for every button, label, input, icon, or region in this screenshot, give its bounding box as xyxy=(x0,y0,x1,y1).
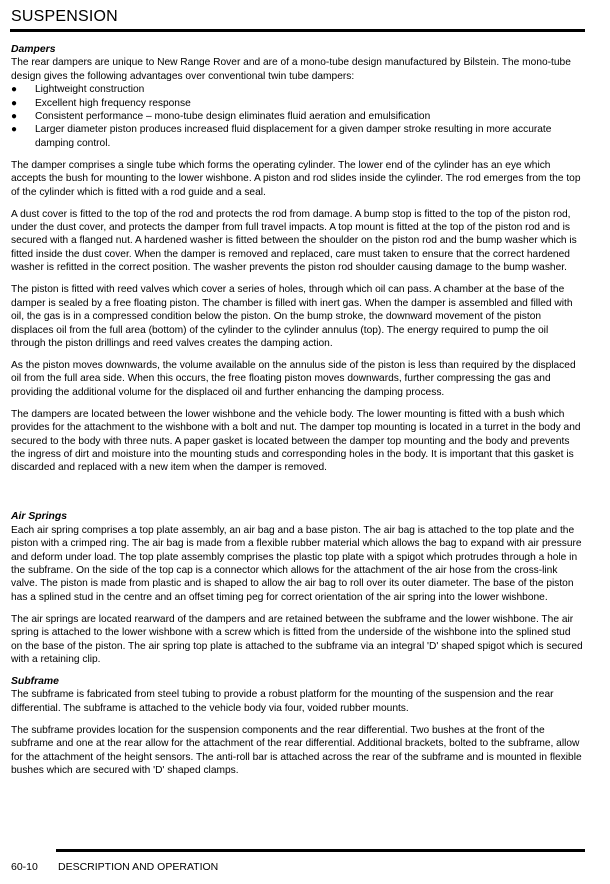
bullet-icon: ● xyxy=(11,111,18,123)
dampers-paragraph: The damper comprises a single tube which forms the operating cylinder. The lower end of the cylinder has an eye which accepts the bush for mounting to the lower wishbone. A piston and rod slides inside the cylinder. The rod emerges from the top of the cylinder which is fitted with a rod guide and a seal. xyxy=(11,159,581,198)
footer-section-title: DESCRIPTION AND OPERATION xyxy=(58,861,219,873)
header-divider xyxy=(10,29,585,32)
list-item: ● Larger diameter piston produces increased fluid displacement for a given damper stroke resulting in more accurate damping control. xyxy=(11,124,552,149)
subframe-paragraph: The subframe is fabricated from steel tubing to provide a robust platform for the mounting of the suspension and the rear differential. The subframe is attached to the vehicle body via four, voided rubber mounts. xyxy=(11,689,554,714)
list-item: ● Lightweight construction xyxy=(11,84,145,96)
dampers-paragraph: As the piston moves downwards, the volume available on the annulus side of the piston is less than required by the displaced oil from the full area side. When this occurs, the free floating piston moves downwards, further compressing the gas and providing the additional volume for the displaced oil and further enhancing the damping process. xyxy=(11,359,576,398)
footer-divider xyxy=(56,849,585,852)
dampers-paragraph: The dampers are located between the lower wishbone and the vehicle body. The lower mounting is fitted with a bush which provides for the attachment to the wishbone with a bolt and nut. The damper top mounting is located in a turret in the body and secured to the body with three nuts. A paper gasket is located between the damper top mounting and the body and prevents the ingress of dirt and moisture into the mounting studs and corresponding holes in the body. It is important that this gasket is discarded and replaced with a new item when the damper is removed. xyxy=(11,408,581,474)
subframe-heading: Subframe xyxy=(11,676,59,687)
list-item: ● Consistent performance – mono-tube design eliminates fluid aeration and emulsification xyxy=(11,111,431,123)
dampers-paragraph: A dust cover is fitted to the top of the rod and protects the rod from damage. A bump stop is fitted to the top of the piston rod, under the dust cover, and protects the damper from full travel impacts. A top mount is fitted at the top of the piston rod and is secured with a flanged nut. A hardened washer is fitted between the shoulder on the piston rod and the bump washer which is fitted inside the dust cover. When the damper is removed and replaced, care must taken to ensure that the correct hardened washer is refitted in the correct position. The washer prevents the piston rod shoulder causing damage to the bump washer. xyxy=(11,208,577,274)
list-item: ● Excellent high frequency response xyxy=(11,97,191,109)
air-springs-heading: Air Springs xyxy=(11,511,68,523)
page-header-title: SUSPENSION xyxy=(11,8,118,25)
air-springs-paragraph: Each air spring comprises a top plate assembly, an air bag and a base piston. The air bag is attached to the top plate and the piston with a crimped ring. The air bag is made from a flexible rubber material which allows the bag to expand with air pressure and deform under load. The top plate assembly comprises the plastic top plate with a spigot which protrudes through a hole in the subframe. On the side of the top cap is a connector which allows for the attachment of the air hose from the cross-link valve. The piston is made from plastic and is shaped to allow the air bag to roll over its outer diameter. The base of the piston has a splined stud in the centre and an offset timing peg for correct orientation of the air spring into the lower wishbone. xyxy=(11,524,582,603)
dampers-advantages-list xyxy=(11,83,583,150)
dampers-heading: Dampers xyxy=(11,44,56,55)
page-content xyxy=(11,43,583,786)
subframe-paragraph: The subframe provides location for the suspension components and the rear differential. Two bushes at the front of the subframe and one at the rear allow for the attachment of the rear differential. Additional brackets, bolted to the subframe, allow for the attachment of the height sensors. The anti-roll bar is attached across the rear of the subframe and is mounted in flexible bushes which are secured with 'D' shaped clamps. xyxy=(11,724,582,777)
dampers-intro: The rear dampers are unique to New Range Rover and are of a mono-tube design manufactured by Bilstein. The mono-tube design gives the following advantages over conventional twin tube dampers: xyxy=(11,57,571,82)
air-springs-paragraph: The air springs are located rearward of the dampers and are retained between the subframe and the lower wishbone. The air spring is attached to the lower wishbone with a screw which is fitted from the underside of the wishbone into the splined stud on the base of the piston. The air spring top plate is attached to the subframe via an integral 'D' shaped spigot which is secured with a retaining clip. xyxy=(11,613,583,665)
dampers-paragraph: The piston is fitted with reed valves which cover a series of holes, through which oil can pass. A chamber at the base of the damper is sealed by a free floating piston. The chamber is filled with inert gas. When the damper is assembled and filled with oil, the gas is in a compressed condition below the piston. On the bump stroke, the downward movement of the piston displaces oil from the full area (bottom) of the cylinder to the cylinder annulus (top). The energy required to pump the oil through the piston drillings and reed valves creates the damping action. xyxy=(11,284,573,349)
bullet-icon: ● xyxy=(11,84,18,96)
page-number: 60-10 xyxy=(11,861,38,873)
bullet-icon: ● xyxy=(11,124,18,136)
bullet-icon: ● xyxy=(11,97,18,109)
